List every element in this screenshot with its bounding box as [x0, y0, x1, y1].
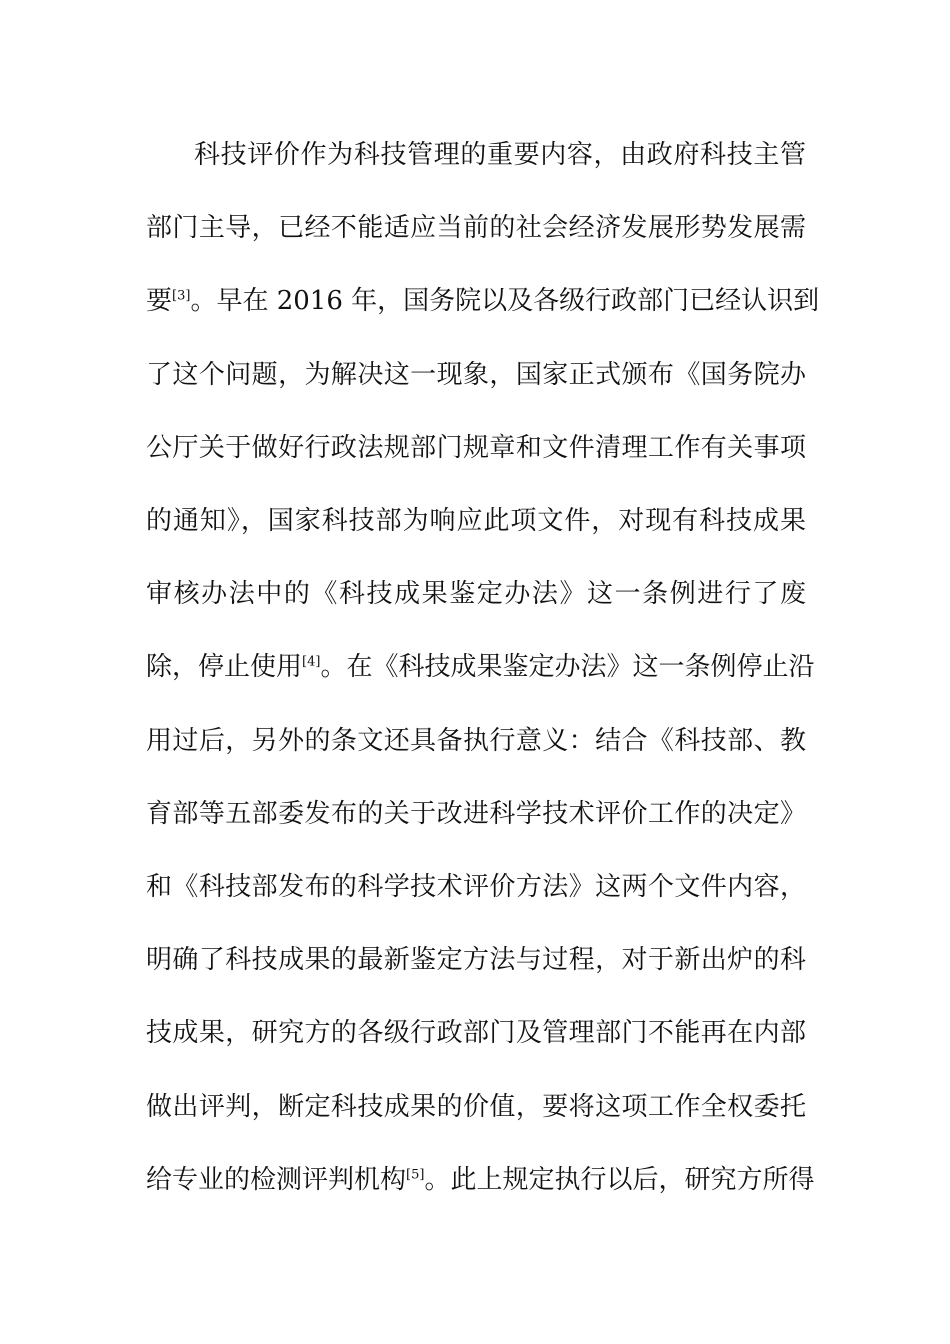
paragraph-line: 和《科技部发布的科学技术评价方法》这两个文件内容， [146, 872, 806, 902]
paragraph-line: 明确了科技成果的最新鉴定方法与过程，对于新出炉的科 [146, 945, 806, 976]
paragraph-line: 的通知》，国家科技部为响应此项文件，对现有科技成果 [146, 506, 806, 536]
line-text-after-citation: 。此上规定执行以后，研究方所得 [424, 1164, 815, 1195]
paragraph-line: 技成果，研究方的各级行政部门及管理部门不能再在内部 [146, 1018, 806, 1049]
paragraph-line: 部门主导，已经不能适应当前的社会经济发展形势发展需 [146, 213, 806, 244]
paragraph-line: 审核办法中的《科技成果鉴定办法》这一条例进行了废 [146, 579, 806, 610]
line-text-after-citation: 。在《科技成果鉴定办法》这一条例停止沿 [320, 652, 815, 683]
paragraph-line: 做出评判，断定科技成果的价值，要将这项工作全权委托 [146, 1091, 806, 1122]
line-text-before-citation: 要 [146, 286, 173, 317]
line-text-before-citation: 给专业的检测评判机构 [146, 1164, 407, 1195]
paragraph-line [146, 650, 815, 684]
citation-reference: [3] [172, 288, 191, 304]
paragraph-line: 了这个问题，为解决这一现象，国家正式颁布《国务院办 [146, 359, 806, 390]
paragraph-line: 科技评价作为科技管理的重要内容，由政府科技主管 [194, 140, 806, 170]
paragraph-line [146, 1163, 815, 1197]
paragraph-line: 用过后，另外的条文还具备执行意义：结合《科技部、教 [146, 725, 806, 756]
paragraph-line: 公厅关于做好行政法规部门规章和文件清理工作有关事项 [146, 432, 806, 463]
line-text-after-citation: 。早在 2016 年，国务院以及各级行政部门已经认识到 [190, 286, 820, 317]
citation-reference: [4] [302, 654, 321, 670]
paragraph-line: 育部等五部委发布的关于改进科学技术评价工作的决定》 [146, 798, 806, 829]
citation-reference: [5] [406, 1167, 425, 1183]
paragraph-line [146, 284, 820, 318]
line-text-before-citation: 除，停止使用 [146, 652, 303, 683]
